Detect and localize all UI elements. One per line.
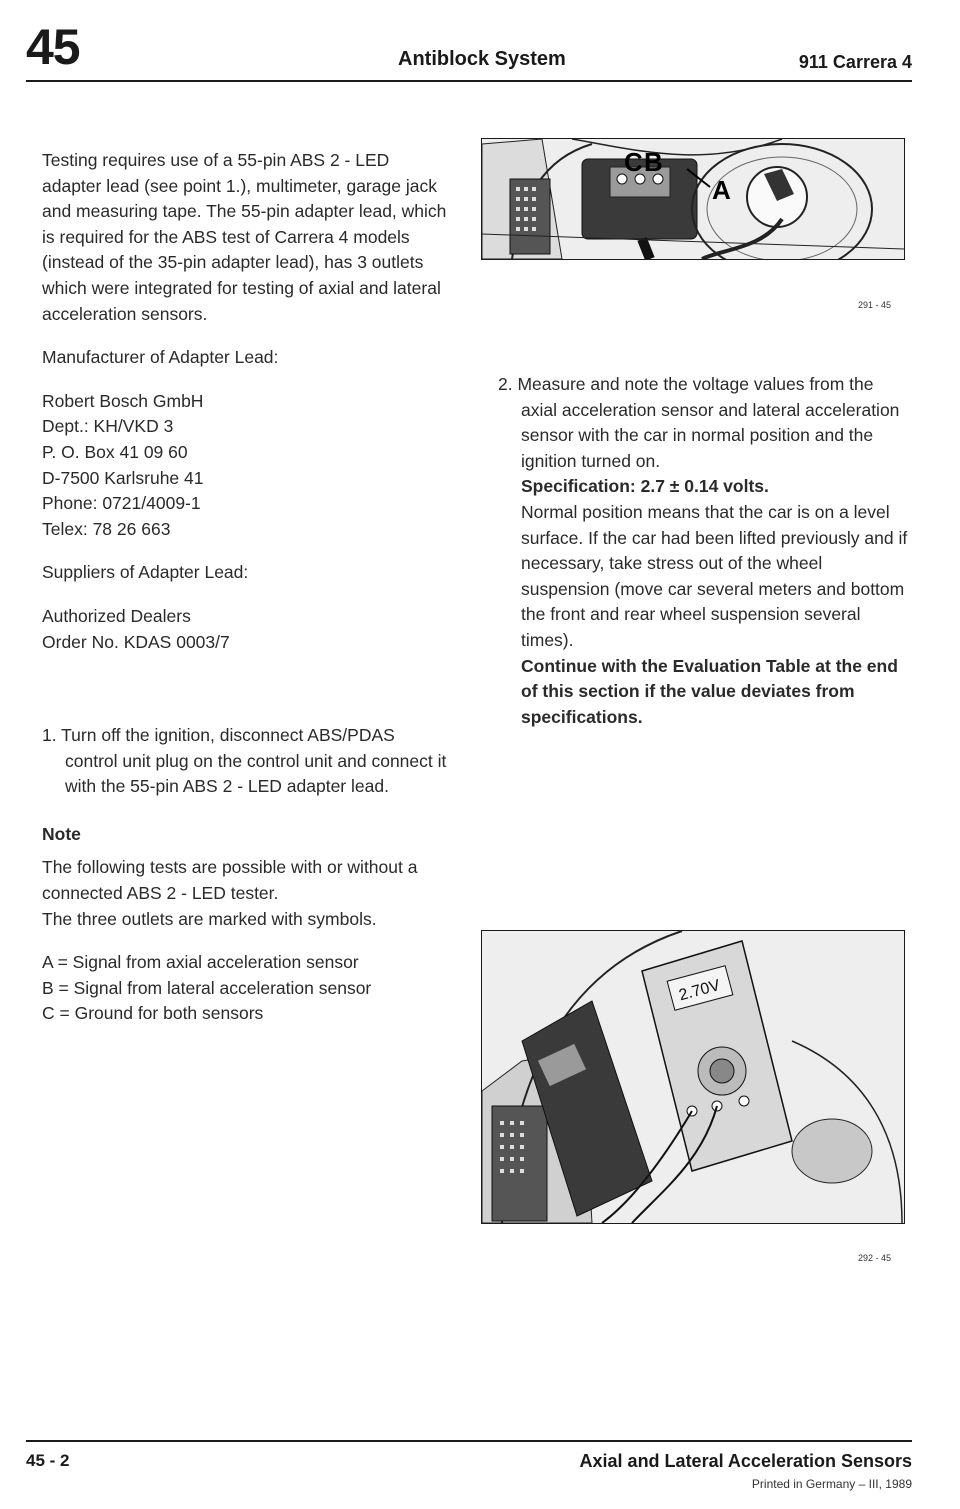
footer-title: Axial and Lateral Acceleration Sensors [579, 1451, 912, 1471]
continue-instruction: Continue with the Evaluation Table at the end of this section if the value deviates from specifications. [521, 655, 898, 727]
manufacturer-line: Phone: 0721/4009-1 [42, 493, 201, 514]
footer-rule [26, 1440, 912, 1442]
note-line: The three outlets are marked with symbols. [42, 908, 377, 929]
supplier-info [42, 604, 452, 655]
header-rule [26, 80, 912, 82]
left-column [42, 148, 452, 1027]
multimeter-illustration [482, 931, 904, 1223]
manufacturer-line: Robert Bosch GmbH [42, 390, 204, 411]
note-line: The following tests are possible with or without a connected ABS 2 - LED tester. [42, 857, 418, 904]
supplier-line: Authorized Dealers [42, 605, 191, 626]
fig1-label-a: A [712, 175, 731, 205]
manufacturer-address [42, 389, 452, 543]
section-number: 45 [26, 19, 80, 75]
legend-item-b: B = Signal from lateral acceleration sensor [42, 977, 372, 998]
figure-adapter-lead [481, 138, 905, 260]
supplier-line: Order No. KDAS 0003/7 [42, 631, 230, 652]
intro-paragraph: Testing requires use of a 55-pin ABS 2 - LED adapter lead (see point 1.), multimeter, garage jack and measuring tape. The 55-pin adapter lead, which is required for the ABS test of Carrera 4 models (instead of the 35-pin adapter lead), has 3 outlets which were integrated for testing of axial and lateral acceleration sensors. [42, 150, 447, 324]
manufacturer-line: P. O. Box 41 09 60 [42, 441, 188, 462]
figure-1-number: 291 - 45 [858, 300, 892, 310]
adapter-lead-illustration [482, 139, 904, 259]
manufacturer-line: Dept.: KH/VKD 3 [42, 416, 174, 437]
note-heading: Note [42, 823, 81, 844]
step-2: 2. Measure and note the voltage values from the axial acceleration sensor and lateral acceleration sensor with the car in normal position and the ignition turned on. [498, 374, 900, 471]
page-number: 45 - 2 [26, 1451, 70, 1470]
step-1: 1. Turn off the ignition, disconnect ABS/PDAS control unit plug on the control unit and connect it with the 55-pin ABS 2 - LED adapter lead. [42, 725, 447, 797]
right-column [498, 372, 908, 730]
legend-item-a: A = Signal from axial acceleration sensor [42, 952, 359, 973]
manufacturer-heading: Manufacturer of Adapter Lead: [42, 347, 279, 368]
fig1-label-c: C [624, 147, 643, 177]
header-title: Antiblock System [398, 48, 566, 70]
note-body [42, 855, 452, 932]
print-info: Printed in Germany – III, 1989 [751, 1477, 912, 1491]
suppliers-heading: Suppliers of Adapter Lead: [42, 562, 249, 583]
manufacturer-line: D-7500 Karlsruhe 41 [42, 467, 204, 488]
outlet-legend [42, 950, 452, 1027]
header-model: 911 Carrera 4 [798, 52, 912, 72]
figure-multimeter [481, 930, 905, 1224]
legend-item-c: C = Ground for both sensors [42, 1003, 264, 1024]
normal-position-paragraph: Normal position means that the car is on a level surface. If the car had been lifted previously and if necessary, take stress out of the wheel suspension (move car several meters and bottom the front and rear wheel suspension several times). [521, 501, 908, 650]
manufacturer-line: Telex: 78 26 663 [42, 518, 171, 539]
fig1-label-b: B [644, 147, 663, 177]
multimeter-display: 2.70V [677, 977, 722, 1005]
figure-2-number: 292 - 45 [858, 1253, 892, 1263]
specification: Specification: 2.7 ± 0.14 volts. [521, 476, 769, 497]
